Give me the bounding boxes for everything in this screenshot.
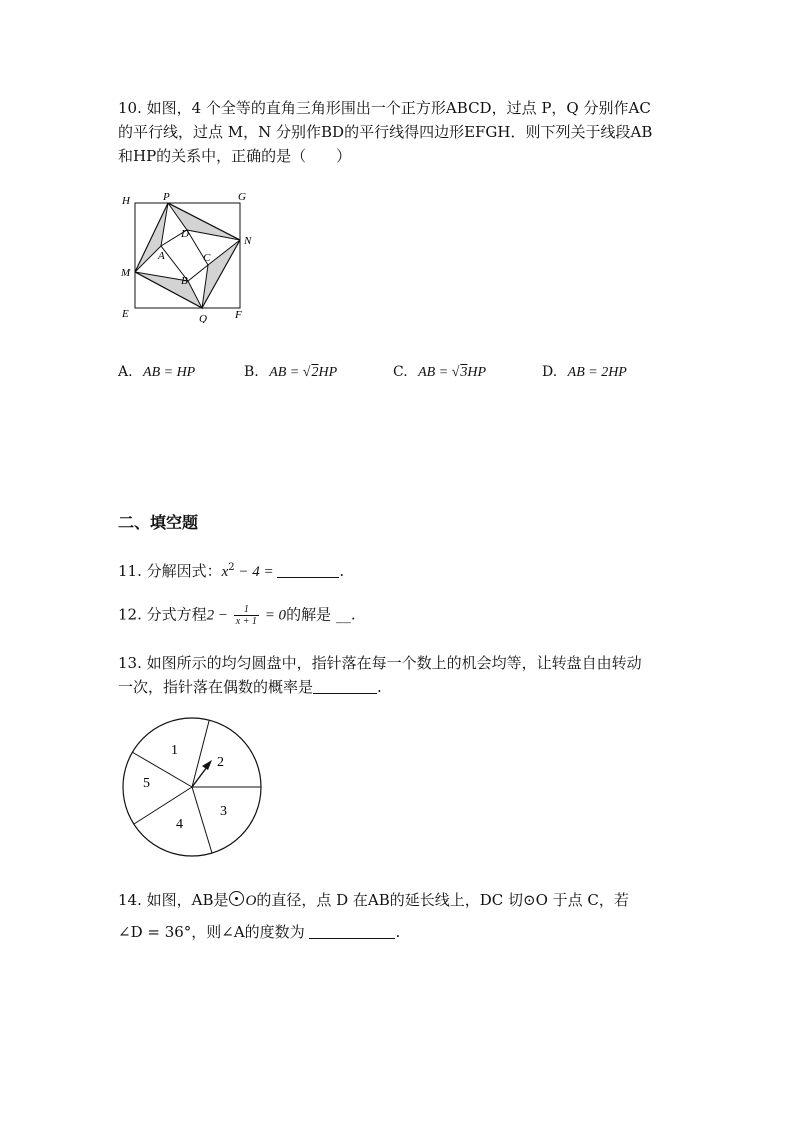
q12-line: 12. 分式方程2 − $\frac{1}{x + 1}$ = 0的解是 __. [118,604,356,627]
q11-answer-blank[interactable] [277,563,339,578]
fig10-label-H: H [122,195,130,207]
fig10-label-G: G [238,191,246,203]
q11-line: 11. 分解因式：$x^2 - 4$ = . [118,562,345,580]
q13-line1: 13. 如图所示的均匀圆盘中，指针落在每一个数上的机会均等，让转盘自由转动 [118,654,642,672]
sector-label-4: 4 [176,817,183,832]
option-d-expr: AB = 2HP [567,365,627,380]
q14-line2: ∠D = 36°，则∠A的度数为 . [118,923,401,941]
fig10-label-D: D [181,228,189,240]
q10-option-b[interactable]: B. AB = √2HP [244,364,338,380]
q13-line2: 一次，指针落在偶数的概率是 . [118,678,382,696]
sector-label-5: 5 [143,776,150,791]
fig10-label-Q: Q [199,313,207,323]
section-title: 二、填空题 [118,513,199,532]
q10-option-d[interactable]: D. AB = 2HP [542,364,627,380]
q10-line3: 和HP的关系中，正确的是（ ） [118,147,352,165]
q13-answer-blank[interactable] [313,679,377,694]
q10-option-c[interactable]: C. AB = √3HP [393,364,487,380]
fig10-label-A: A [158,250,165,262]
sector-label-2: 2 [217,755,224,770]
option-b-radical: 2 [311,365,319,380]
fig10-label-B: B [181,275,188,287]
q10-option-a[interactable]: A. AB = HP [118,364,196,380]
circle-o-symbol [229,891,244,906]
q13-spinner-figure [118,715,266,863]
fig10-label-F: F [235,309,242,321]
sector-label-1: 1 [171,743,178,758]
fig10-label-C: C [203,252,211,264]
fig10-label-P: P [163,191,170,203]
sector-label-3: 3 [220,804,227,819]
option-c-radical: 3 [460,365,468,380]
fig10-label-N: N [244,235,252,247]
q10-line2: 的平行线，过点 M，N 分别作BD的平行线得四边形EFGH．则下列关于线段AB [118,123,653,141]
q10-square-figure [115,188,265,323]
q14-line1: 14. 如图，AB是 O的直径，点 D 在AB的延长线上，DC 切⊙O 于点 C，若 [118,891,629,909]
q12-suffix: 的解是 __. [286,605,356,624]
fig10-label-E: E [122,308,129,320]
fig10-label-M: M [121,267,131,279]
option-a-expr: AB = HP [143,365,196,380]
q10-line1: 10. 如图，4 个全等的直角三角形围出一个正方形ABCD，过点 P，Q 分别作AC [118,99,651,117]
q14-answer-blank[interactable] [309,924,395,939]
